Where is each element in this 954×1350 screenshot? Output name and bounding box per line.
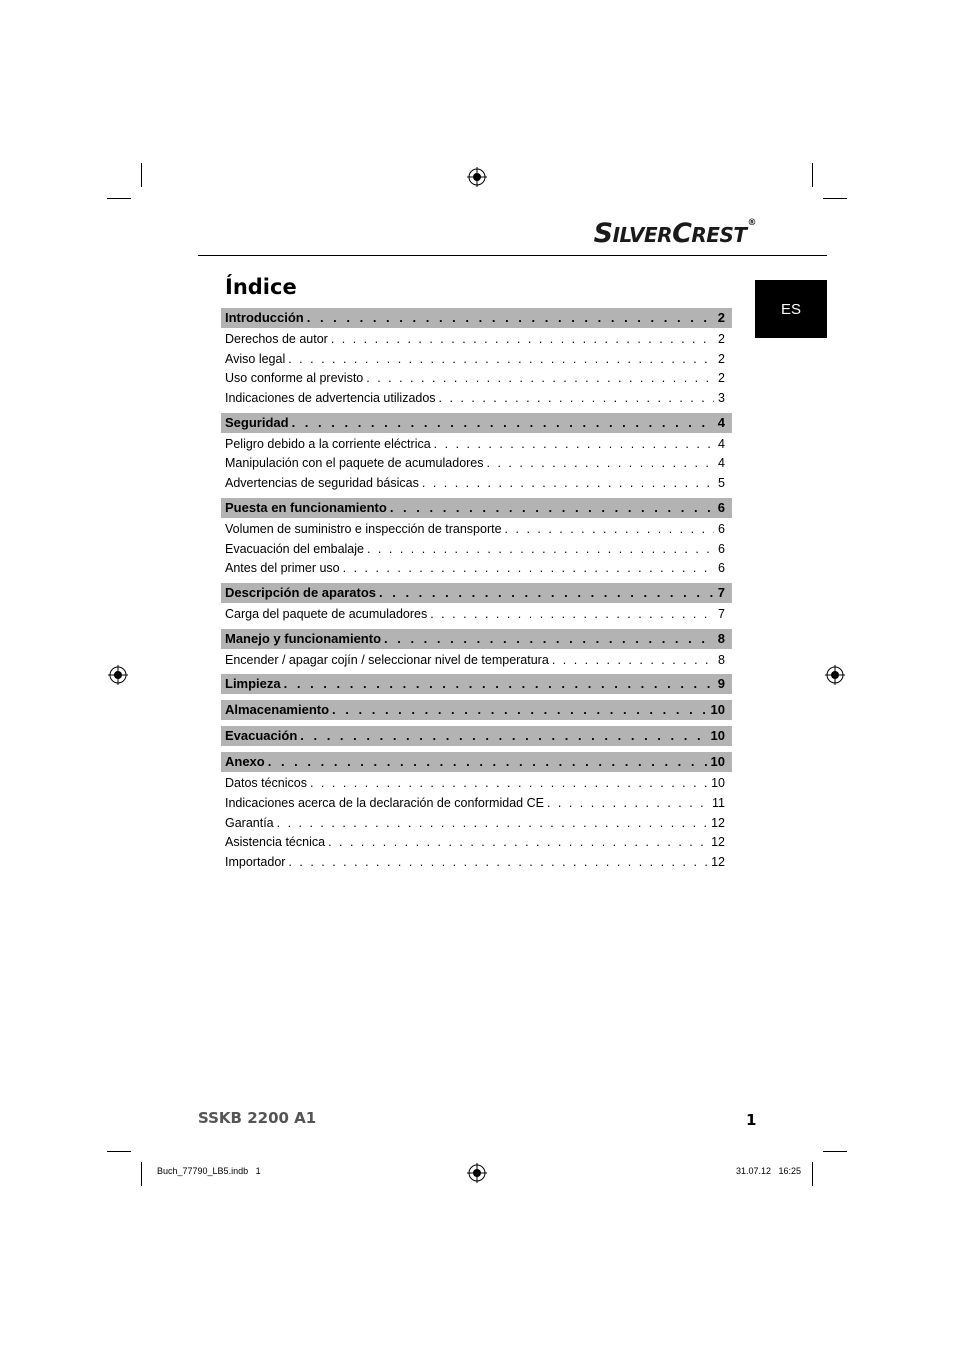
toc-label: Evacuación del embalaje xyxy=(225,541,364,556)
toc-entry[interactable] xyxy=(221,853,732,873)
toc-leader-dots xyxy=(300,726,706,746)
toc-label: Carga del paquete de acumuladores xyxy=(225,606,428,621)
toc-page-number: 7 xyxy=(718,606,725,621)
toc-label: Importador xyxy=(225,855,286,869)
toc-label: Derechos de autor xyxy=(225,332,328,346)
toc-leader-dots xyxy=(547,794,708,814)
language-tab xyxy=(755,280,827,338)
toc-page-number: 10 xyxy=(711,776,725,791)
toc-page-number: 12 xyxy=(711,855,725,869)
toc-entry[interactable] xyxy=(221,794,732,814)
toc-page-number: 6 xyxy=(718,521,725,536)
toc-entry[interactable] xyxy=(221,833,732,853)
toc-entry[interactable] xyxy=(221,651,732,671)
toc-section[interactable] xyxy=(221,674,732,694)
toc-page-number: 3 xyxy=(718,391,725,406)
toc-page-number: 6 xyxy=(718,561,725,576)
page-title: Índice xyxy=(225,275,297,299)
toc-entry[interactable] xyxy=(221,540,732,560)
toc-entry[interactable] xyxy=(221,814,732,834)
toc-page-number: 12 xyxy=(711,815,725,830)
toc-page-number: 5 xyxy=(718,476,725,491)
toc-leader-dots xyxy=(277,814,707,834)
toc-page-number: 10 xyxy=(710,728,725,744)
toc-label: Antes del primer uso xyxy=(225,561,340,576)
toc-label: Evacuación xyxy=(225,728,298,744)
toc-label: Asistencia técnica xyxy=(225,835,326,850)
toc-label: Indicaciones acerca de la declaración de conformidad CE xyxy=(225,795,544,810)
toc-page-number: 11 xyxy=(712,795,725,810)
toc-leader-dots xyxy=(331,330,714,350)
toc-leader-dots xyxy=(343,559,714,579)
registration-mark-icon xyxy=(467,167,487,187)
toc-entry[interactable] xyxy=(221,605,732,625)
toc-leader-dots xyxy=(332,700,706,720)
toc-section[interactable] xyxy=(221,752,732,772)
silvercrest-logo: SILVERCREST® xyxy=(593,218,756,249)
toc-entry[interactable] xyxy=(221,454,732,474)
toc-leader-dots xyxy=(268,752,707,772)
toc-page-number: 8 xyxy=(718,652,725,667)
toc-leader-dots xyxy=(390,498,714,518)
page-number: 1 xyxy=(746,1111,757,1129)
toc-leader-dots xyxy=(328,833,707,853)
toc-leader-dots xyxy=(288,853,707,873)
toc-entry[interactable] xyxy=(221,474,732,494)
header-rule xyxy=(198,255,827,256)
crop-mark xyxy=(823,1151,847,1152)
toc-leader-dots xyxy=(292,413,714,433)
print-slug-file: Buch_77790_LB5.indb 1 xyxy=(157,1166,261,1176)
toc-leader-dots xyxy=(552,651,714,671)
toc-leader-dots xyxy=(434,435,714,455)
toc-section[interactable] xyxy=(221,583,732,603)
registration-mark-icon xyxy=(467,1163,487,1183)
crop-mark xyxy=(812,1162,813,1186)
toc-label: Manipulación con el paquete de acumuladores xyxy=(225,456,484,471)
toc-section[interactable] xyxy=(221,700,732,720)
model-number: SSKB 2200 A1 xyxy=(198,1109,317,1127)
toc-leader-dots xyxy=(439,389,715,409)
toc-leader-dots xyxy=(430,605,714,625)
toc-label: Aviso legal xyxy=(225,351,286,366)
crop-mark xyxy=(141,1162,142,1186)
toc-page-number: 10 xyxy=(710,754,725,770)
toc-section[interactable] xyxy=(221,413,732,433)
toc-page-number: 2 xyxy=(718,351,725,366)
toc-page-number: 2 xyxy=(718,371,725,386)
toc-section[interactable] xyxy=(221,629,732,649)
toc-leader-dots xyxy=(284,674,714,694)
toc-label: Introducción xyxy=(225,310,304,325)
toc-label: Encender / apagar cojín / seleccionar nivel de temperatura xyxy=(225,652,549,667)
toc-leader-dots xyxy=(487,454,715,474)
print-slug-datetime: 31.07.12 16:25 xyxy=(736,1166,802,1176)
toc-label: Manejo y funcionamiento xyxy=(225,630,382,646)
toc-entry[interactable] xyxy=(221,330,732,350)
crop-mark xyxy=(812,163,813,187)
toc-entry[interactable] xyxy=(221,435,732,455)
crop-mark xyxy=(107,198,131,199)
toc-leader-dots xyxy=(505,520,715,540)
toc-page-number: 4 xyxy=(718,456,725,471)
toc-label: Uso conforme al previsto xyxy=(225,371,364,386)
registration-mark-icon xyxy=(825,665,845,685)
toc-page-number: 4 xyxy=(717,414,725,430)
table-of-contents xyxy=(221,308,732,873)
toc-entry[interactable] xyxy=(221,350,732,370)
toc-entry[interactable] xyxy=(221,559,732,579)
toc-entry[interactable] xyxy=(221,774,732,794)
toc-page-number: 2 xyxy=(717,310,725,325)
toc-entry[interactable] xyxy=(221,389,732,409)
toc-leader-dots xyxy=(307,308,714,328)
toc-label: Anexo xyxy=(225,754,265,770)
toc-page-number: 6 xyxy=(718,541,725,556)
toc-label: Garantía xyxy=(225,815,274,830)
toc-section[interactable] xyxy=(221,308,732,328)
toc-page-number: 8 xyxy=(717,630,725,646)
toc-leader-dots xyxy=(366,369,714,389)
toc-label: Indicaciones de advertencia utilizados xyxy=(225,391,436,406)
toc-label: Volumen de suministro e inspección de transporte xyxy=(225,521,502,536)
toc-label: Limpieza xyxy=(225,676,281,692)
toc-leader-dots xyxy=(310,774,707,794)
toc-leader-dots xyxy=(367,540,714,560)
toc-page-number: 6 xyxy=(717,499,725,515)
toc-label: Seguridad xyxy=(225,414,289,430)
toc-page-number: 7 xyxy=(717,584,725,600)
toc-page-number: 4 xyxy=(718,436,725,451)
language-tab-label: ES xyxy=(780,300,801,318)
toc-label: Descripción de aparatos xyxy=(225,584,376,600)
crop-mark xyxy=(107,1151,131,1152)
toc-page-number: 9 xyxy=(717,676,725,692)
toc-label: Almacenamiento xyxy=(225,702,330,718)
toc-leader-dots xyxy=(422,474,714,494)
toc-label: Puesta en funcionamiento xyxy=(225,499,387,515)
toc-label: Peligro debido a la corriente eléctrica xyxy=(225,436,431,451)
registration-mark-icon xyxy=(108,665,128,685)
toc-entry[interactable] xyxy=(221,520,732,540)
toc-label: Advertencias de seguridad básicas xyxy=(225,476,419,491)
toc-label: Datos técnicos xyxy=(225,776,307,791)
toc-entry[interactable] xyxy=(221,369,732,389)
toc-leader-dots xyxy=(379,583,714,603)
crop-mark xyxy=(141,163,142,187)
toc-page-number: 2 xyxy=(718,332,725,346)
toc-page-number: 10 xyxy=(710,702,725,718)
toc-section[interactable] xyxy=(221,498,732,518)
toc-leader-dots xyxy=(288,350,714,370)
toc-page-number: 12 xyxy=(711,835,725,850)
crop-mark xyxy=(823,198,847,199)
toc-section[interactable] xyxy=(221,726,732,746)
toc-leader-dots xyxy=(384,629,714,649)
